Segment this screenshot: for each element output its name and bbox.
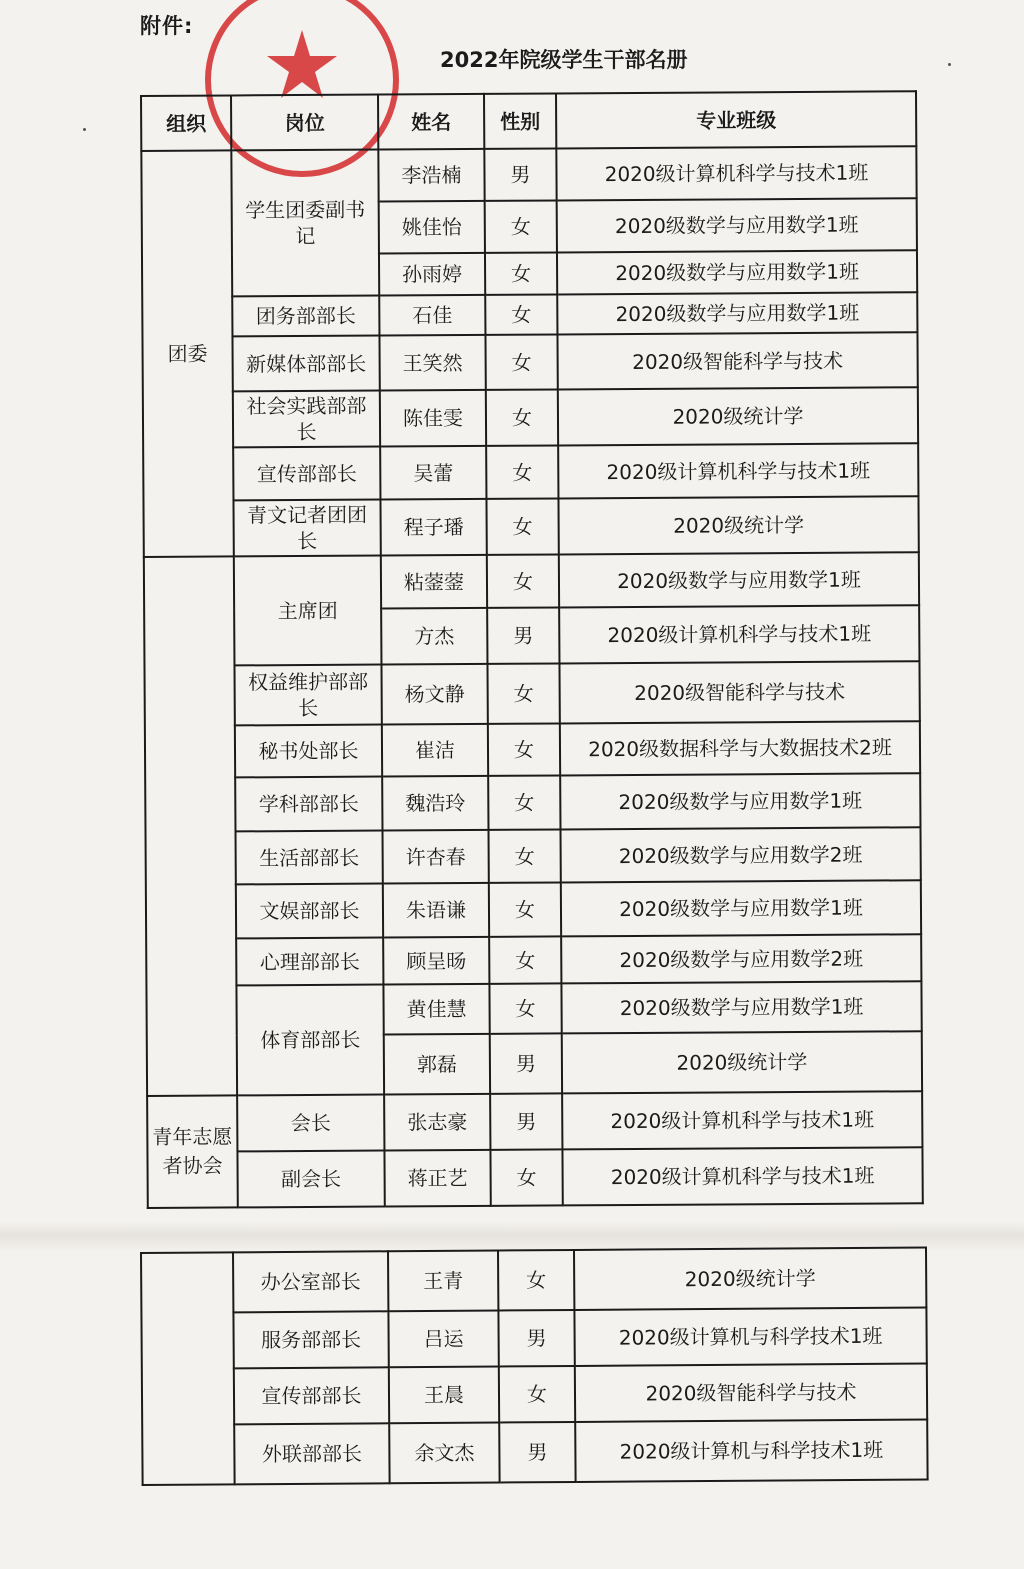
- table-row: [147, 1147, 922, 1208]
- gender-cell: 男: [484, 148, 556, 200]
- name-cell: 石佳: [379, 295, 485, 336]
- post-cell: 权益维护部部长: [234, 665, 381, 726]
- class-cell: 2020级统计学: [558, 496, 918, 554]
- name-cell: 许杏春: [382, 830, 488, 884]
- org-cell: [141, 1252, 235, 1485]
- table-row: [142, 332, 917, 392]
- page-title: 2022年院级学生干部名册: [440, 48, 688, 72]
- post-cell: 主席团: [234, 556, 382, 666]
- name-cell: 陈佳雯: [380, 390, 486, 447]
- post-cell: 文娱部部长: [236, 884, 383, 939]
- org-cell: 青年志愿者协会: [147, 1095, 238, 1208]
- post-cell: 社会实践部部长: [233, 391, 380, 448]
- table-row: [144, 661, 919, 726]
- name-cell: 蒋正艺: [384, 1150, 490, 1207]
- column-header: 性别: [484, 93, 556, 148]
- post-cell: 新媒体部部长: [232, 336, 379, 392]
- table-row: [146, 827, 921, 885]
- gender-cell: 女: [485, 200, 557, 252]
- class-cell: 2020级数学与应用数学1班: [557, 198, 917, 252]
- table-row: [141, 1308, 926, 1369]
- gender-cell: 女: [485, 334, 557, 389]
- class-cell: 2020级计算机科学与技术1班: [559, 605, 919, 663]
- class-cell: 2020级数学与应用数学1班: [557, 250, 917, 294]
- table-row: [146, 981, 921, 1036]
- name-cell: 王笑然: [379, 335, 485, 391]
- name-cell: 粘蓥蓥: [381, 555, 487, 609]
- gender-cell: 女: [498, 1250, 574, 1311]
- gender-cell: 女: [487, 554, 559, 607]
- gender-cell: 女: [488, 829, 560, 882]
- table-row: [141, 146, 916, 203]
- table-row: [144, 552, 919, 610]
- column-header: 组织: [141, 95, 231, 151]
- post-cell: 学生团委副书记: [231, 150, 379, 297]
- table-row: [143, 443, 918, 501]
- class-cell: 2020级统计学: [574, 1248, 926, 1310]
- name-cell: 郭磊: [384, 1034, 490, 1095]
- class-cell: 2020级数学与应用数学2班: [560, 827, 920, 882]
- name-cell: 吴蕾: [380, 446, 486, 500]
- table-row: [143, 496, 918, 557]
- name-cell: 吕运: [388, 1310, 498, 1367]
- name-cell: 孙雨婷: [379, 253, 485, 296]
- post-cell: 服务部部长: [233, 1311, 388, 1368]
- class-cell: 2020级数学与应用数学2班: [561, 934, 921, 983]
- name-cell: 崔洁: [382, 724, 488, 777]
- table-row: [142, 292, 917, 337]
- gender-cell: 男: [499, 1422, 575, 1483]
- gender-cell: 男: [487, 607, 559, 663]
- name-cell: 黄佳慧: [383, 984, 489, 1035]
- post-cell: 办公室部长: [233, 1251, 388, 1312]
- table-row: [142, 1364, 927, 1425]
- post-cell: 学科部部长: [235, 777, 382, 832]
- org-cell: [144, 556, 237, 1096]
- gender-cell: 女: [486, 445, 558, 498]
- class-cell: 2020级数学与应用数学1班: [560, 773, 920, 829]
- table-row: [141, 1248, 926, 1313]
- name-cell: 王青: [388, 1251, 498, 1312]
- table-row: [146, 934, 921, 986]
- table-row: [145, 773, 920, 832]
- name-cell: 朱语谦: [383, 883, 489, 938]
- class-cell: 2020级数学与应用数学1班: [559, 552, 919, 607]
- class-cell: 2020级计算机与科学技术1班: [574, 1308, 926, 1366]
- post-cell: 宣传部部长: [233, 447, 380, 501]
- gender-cell: 女: [490, 1149, 562, 1205]
- name-cell: 姚佳怡: [379, 201, 485, 254]
- class-cell: 2020级数学与应用数学1班: [561, 981, 921, 1033]
- cadre-roster-table-continued: [140, 1247, 929, 1486]
- class-cell: 2020级智能科学与技术: [575, 1364, 927, 1422]
- gender-cell: 女: [485, 252, 557, 294]
- gender-cell: 女: [488, 775, 560, 829]
- table-row: [147, 1091, 922, 1152]
- post-cell: 青文记者团团长: [233, 500, 380, 557]
- class-cell: 2020级计算机科学与技术1班: [558, 443, 918, 498]
- gender-cell: 女: [489, 936, 561, 983]
- attachment-label: 附件:: [140, 14, 194, 38]
- name-cell: 杨文静: [381, 664, 487, 725]
- class-cell: 2020级计算机与科学技术1班: [575, 1420, 927, 1482]
- gender-cell: 女: [486, 498, 558, 554]
- post-cell: 团务部部长: [232, 296, 379, 337]
- class-cell: 2020级数据科学与大数据技术2班: [560, 721, 920, 775]
- class-cell: 2020级统计学: [562, 1031, 922, 1093]
- gender-cell: 男: [490, 1033, 562, 1093]
- post-cell: 宣传部部长: [234, 1367, 389, 1424]
- name-cell: 程子璠: [380, 499, 486, 556]
- column-header: 姓名: [378, 94, 484, 150]
- table-header-row: [141, 91, 916, 151]
- org-cell: 团委: [141, 150, 233, 557]
- speck: [83, 128, 86, 131]
- table-row: [145, 721, 920, 778]
- gender-cell: 男: [498, 1310, 574, 1367]
- gender-cell: 女: [485, 294, 557, 334]
- gender-cell: 女: [488, 723, 560, 775]
- name-cell: 张志豪: [384, 1094, 490, 1151]
- name-cell: 魏浩玲: [382, 776, 488, 831]
- gender-cell: 女: [487, 663, 559, 723]
- table-row: [143, 387, 918, 448]
- speck: [948, 63, 951, 66]
- name-cell: 方杰: [381, 608, 487, 665]
- cadre-roster-table: [140, 90, 924, 1209]
- table-row: [146, 880, 921, 939]
- class-cell: 2020级数学与应用数学1班: [557, 292, 917, 334]
- class-cell: 2020级统计学: [558, 387, 918, 445]
- name-cell: 顾呈旸: [383, 937, 489, 985]
- column-header: 专业班级: [556, 91, 916, 148]
- post-cell: 秘书处部长: [235, 725, 382, 778]
- class-cell: 2020级计算机科学与技术1班: [556, 146, 916, 200]
- gender-cell: 女: [486, 389, 558, 445]
- column-header: 岗位: [231, 95, 378, 151]
- post-cell: 副会长: [237, 1151, 384, 1208]
- class-cell: 2020级计算机科学与技术1班: [562, 1147, 922, 1205]
- post-cell: 体育部部长: [236, 985, 384, 1096]
- name-cell: 余文杰: [389, 1422, 499, 1483]
- name-cell: 李浩楠: [378, 149, 484, 202]
- gender-cell: 女: [499, 1366, 575, 1423]
- name-cell: 王晨: [389, 1366, 499, 1423]
- post-cell: 心理部部长: [236, 938, 383, 986]
- gender-cell: 女: [489, 983, 561, 1033]
- post-cell: 会长: [237, 1095, 384, 1152]
- class-cell: 2020级智能科学与技术: [559, 661, 919, 723]
- post-cell: 生活部部长: [236, 831, 383, 885]
- class-cell: 2020级智能科学与技术: [557, 332, 917, 389]
- gender-cell: 男: [490, 1093, 562, 1149]
- class-cell: 2020级计算机科学与技术1班: [562, 1091, 922, 1149]
- gender-cell: 女: [489, 882, 561, 936]
- post-cell: 外联部部长: [234, 1423, 389, 1484]
- table-row: [142, 1420, 927, 1485]
- class-cell: 2020级数学与应用数学1班: [561, 880, 921, 936]
